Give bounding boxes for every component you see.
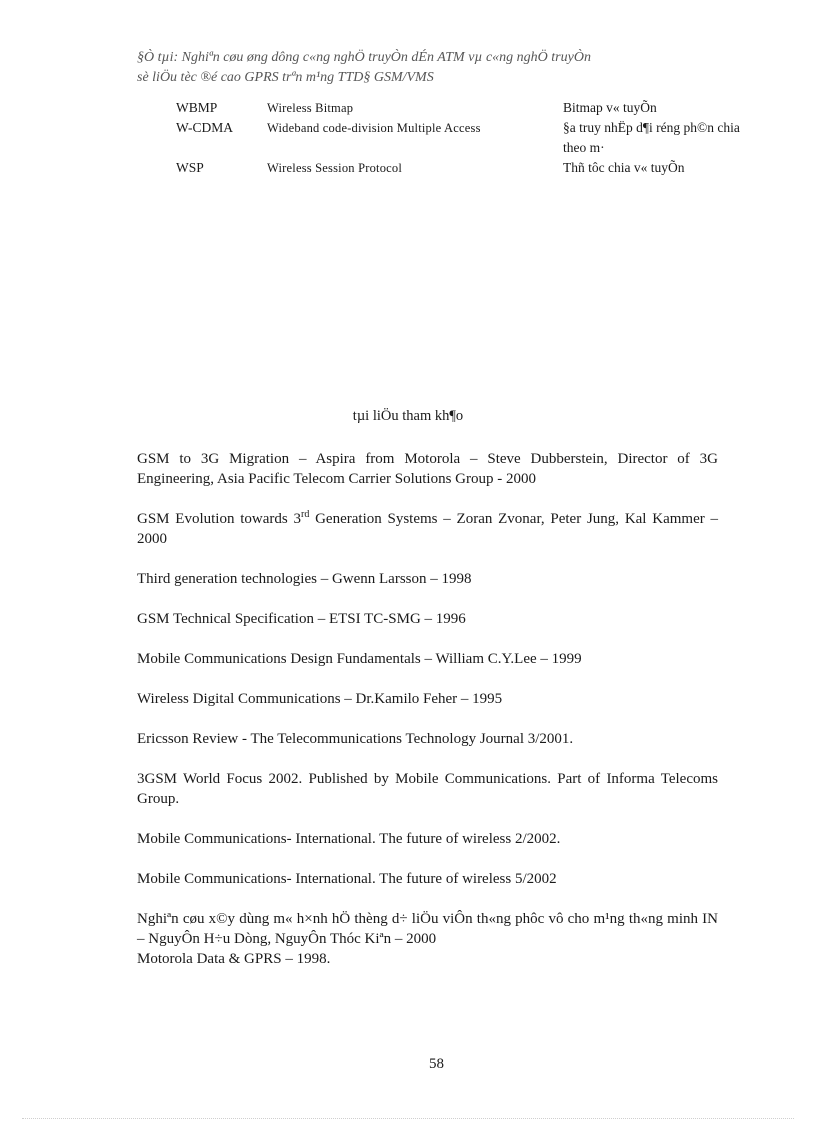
reference-item: GSM Technical Specification – ETSI TC-SMG – 1996 [137,611,466,627]
table-row [176,98,763,118]
reference-item: Nghiªn cøu x©y dùng m« h×nh hÖ thèng d÷ liÖu viÔn th«ng phôc vô cho m¹ng th«ng minh IN – NguyÔn H÷u Dòng, NguyÔn Thóc Kiªn – 2000 [137,911,718,947]
english-cell: Wireless Session Protocol [267,161,403,175]
reference-item: Third generation technologies – Gwenn Larsson – 1998 [137,571,472,587]
reference-item: GSM to 3G Migration – Aspira from Motorola – Steve Dubberstein, Director of 3G Engineering, Asia Pacific Telecom Carrier Solutions Group - 2000 [137,451,718,487]
abbr-cell: WSP [176,160,204,175]
reference-text: Generation Systems – Zoran Zvonar, Peter Jung, Kal Kammer – 2000 [137,511,718,547]
reference-item: Wireless Digital Communications – Dr.Kamilo Feher – 1995 [137,691,503,707]
reference-item: 3GSM World Focus 2002. Published by Mobile Communications. Part of Informa Telecoms Group. [137,771,718,807]
abbr-cell: WBMP [176,100,218,115]
ordinal-suffix: rd [300,509,310,520]
vietnamese-cell: §a truy nhËp d¶i réng ph©n chia theo m· [563,120,740,155]
table-row [176,118,763,158]
vietnamese-cell: Bitmap v« tuyÕn [563,100,657,115]
abbr-cell: W-CDMA [176,120,233,135]
reference-text: GSM Evolution towards 3 [137,511,301,527]
reference-item: Mobile Communications- International. The future of wireless 5/2002 [137,871,557,887]
document-header [137,48,727,88]
references-list [137,449,718,989]
reference-item: Mobile Communications- International. The future of wireless 2/2002. [137,831,561,847]
reference-item [137,509,718,549]
header-line-1: §Ò tµi: Nghiªn cøu øng dông c«ng nghÖ truyÒn dÉn ATM vµ c«ng nghÖ truyÒn [137,50,591,65]
english-cell: Wireless Bitmap [267,101,354,115]
table-row [176,158,763,178]
footer-divider [22,1118,794,1119]
vietnamese-cell: Thñ tôc chia v« tuyÕn [563,160,685,175]
page-number: 58 [429,1056,444,1072]
reference-item: Motorola Data & GPRS – 1998. [137,951,331,967]
english-cell: Wideband code-division Multiple Access [267,121,481,135]
reference-item: Mobile Communications Design Fundamentals – William C.Y.Lee – 1999 [137,651,582,667]
reference-item: Ericsson Review - The Telecommunications Technology Journal 3/2001. [137,731,574,747]
references-heading: tµi liÖu tham kh¶o [352,408,464,424]
header-line-2: sè liÖu tèc ®é cao GPRS trªn m¹ng TTD§ GSM/VMS [137,70,434,85]
abbreviation-table [176,98,763,178]
